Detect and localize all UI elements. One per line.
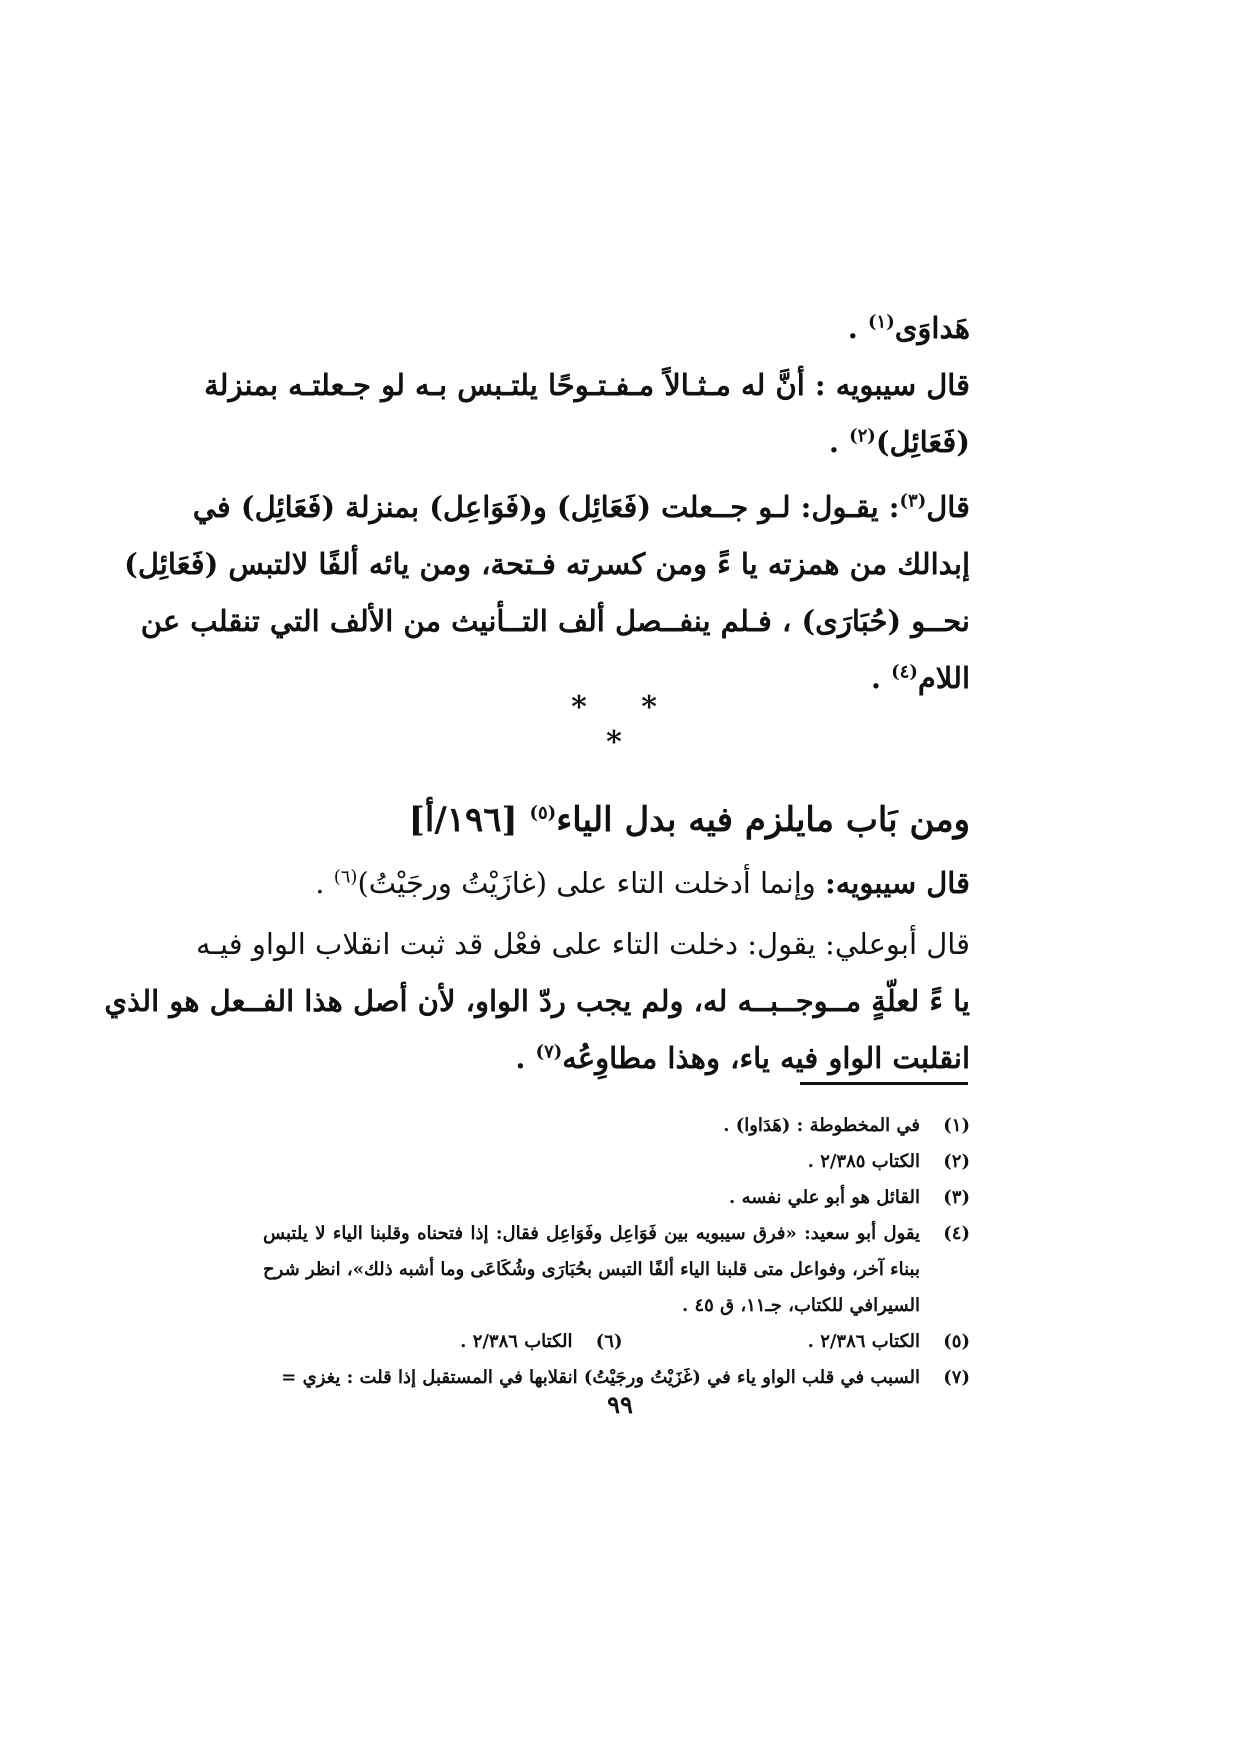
footnote-number: (٤): [943, 1223, 970, 1244]
section-2-paragraph-1: [275, 855, 970, 912]
footnote-5: [623, 1324, 971, 1360]
speaker-label-sibawayh: قال سيبويه :: [814, 368, 970, 402]
footnote-ref-7: (٧): [535, 1041, 563, 1063]
footnote-4-line-1: يقول أبو سعيد: «فرق سيبويه بين فَوَاعِل وفَوَاعِل فقال: إذا فتحناه وقلبنا الياء لا يلتبس: [263, 1223, 920, 1244]
continuation-line: [275, 300, 970, 357]
footnote-ref-5: (٥): [529, 802, 557, 824]
footnote-ref-2: (٢): [849, 425, 876, 447]
footnotes: [263, 1108, 970, 1396]
footnote-ref-1: (١): [867, 311, 895, 333]
footnote-text: في المخطوطة : (هَدَاوا) .: [723, 1115, 920, 1136]
chapter-title-text: ومن بَاب مايلزم فيه بدل الياء: [556, 800, 970, 840]
word-hadawa: هَداوَى: [894, 311, 970, 345]
section-2-paragraph-2-line-1: قال أبوعلي: يقول: دخلت التاء على فعْل قد ثبت انقلاب الواو فيـه: [196, 927, 970, 961]
paragraph-1-line-1: [204, 357, 970, 414]
section-separator: * * *: [571, 690, 679, 760]
footnote-number: (٢): [943, 1151, 970, 1172]
footnotes-5-6: [275, 1324, 970, 1360]
speaker-label-sibawayh-2: قال سيبويه:: [825, 866, 970, 900]
footnote-number: (٦): [595, 1331, 623, 1352]
line-end-mark: .: [870, 661, 881, 695]
footnote-ref-6: (٦): [333, 866, 358, 888]
footnote-number: (١): [943, 1115, 970, 1136]
paragraph-1-line-2: [275, 414, 970, 471]
footnote-4-line-2: ببناء آخر، وفواعل متى قلبنا الياء ألفًا التبس بحُبَارَى وشُكَاعَى وما أشبه ذلك»، انظر شرح: [263, 1259, 920, 1280]
footnote-ref-3: (٣): [899, 490, 927, 512]
footnote-4: [263, 1216, 970, 1324]
paragraph-2-line-1: [192, 479, 970, 536]
footnote-text: الكتاب ٢/٣٨٦ .: [460, 1331, 573, 1352]
footnote-6: [275, 1324, 623, 1360]
page-number: ٩٩: [607, 1390, 633, 1419]
line-end-mark: .: [315, 866, 325, 900]
footnote-2: [275, 1144, 970, 1180]
section-2-paragraph-2-text-3: انقلبت الواو فيه ياء، وهذا مطاوِعُه: [562, 1041, 970, 1075]
section-1: [124, 300, 970, 707]
footnote-number: (٥): [943, 1331, 970, 1352]
section-2-paragraph-1-text: وإنما أدخلت التاء على (غازَيْتُ ورجَيْتُ): [357, 866, 816, 900]
footnote-text: القائل هو أبو علي نفسه .: [729, 1187, 920, 1208]
paragraph-1-text: أنَّ له مـثـالاً مـفـتـوحًا يلتـبس بـه لو جـعلتـه بمنزلة: [204, 368, 805, 402]
speaker-label-qala: قال: [926, 490, 970, 524]
footnote-ref-4: (٤): [891, 661, 918, 683]
footnote-text: الكتاب ٢/٣٨٦ .: [807, 1331, 920, 1352]
folio-marker: [١٩٦/أ]: [408, 800, 518, 840]
footnote-text: السبب في قلب الواو ياء في (غَزَيْتُ ورجَيْتُ) انقلابها في المستقبل إذا قلت : يغزي =: [281, 1367, 920, 1388]
line-end-mark: .: [828, 425, 839, 459]
section-2: [104, 855, 970, 1087]
footnote-3: [275, 1180, 970, 1216]
footnote-text: [263, 1216, 920, 1324]
paragraph-2-line-2: إبدالك من همزته يا ءً ومن كسرته فـتحة، ومن يائه ألفًا لالتبس (فَعَائِل): [124, 547, 970, 581]
paragraph-1-text-2: (فَعَائِل): [875, 425, 970, 459]
footnote-text: الكتاب ٢/٣٨٥ .: [807, 1151, 920, 1172]
line-end-mark: .: [847, 311, 858, 345]
paragraph-2-line-3: نحــو (حُبَارَى) ، فـلم ينفــصل ألف التــأنيث من الألف التي تنقلب عن: [140, 604, 970, 638]
section-2-paragraph-2-line-3: [275, 1030, 970, 1087]
chapter-heading: [275, 790, 970, 850]
line-end-mark: .: [515, 1041, 526, 1075]
section-2-paragraph-2-line-2: يا ءً لعلّةٍ مــوجــبــه له، ولم يجب ردّ الواو، لأن أصل هذا الفــعل هو الذي: [104, 984, 970, 1018]
footnote-1: [275, 1108, 970, 1144]
paragraph-2-text-4: اللام: [917, 661, 970, 695]
footnote-4-line-3: السيرافي للكتاب، جـ١١، ق ٤٥ .: [681, 1295, 920, 1316]
footnote-divider: [800, 1082, 968, 1085]
footnote-number: (٧): [943, 1367, 970, 1388]
footnote-number: (٣): [943, 1187, 970, 1208]
paragraph-2-text-1: : يقـول: لـو جــعلت (فَعَائِل) و(فَوَاعِل) بمنزلة (فَعَائِل) في: [192, 490, 900, 524]
